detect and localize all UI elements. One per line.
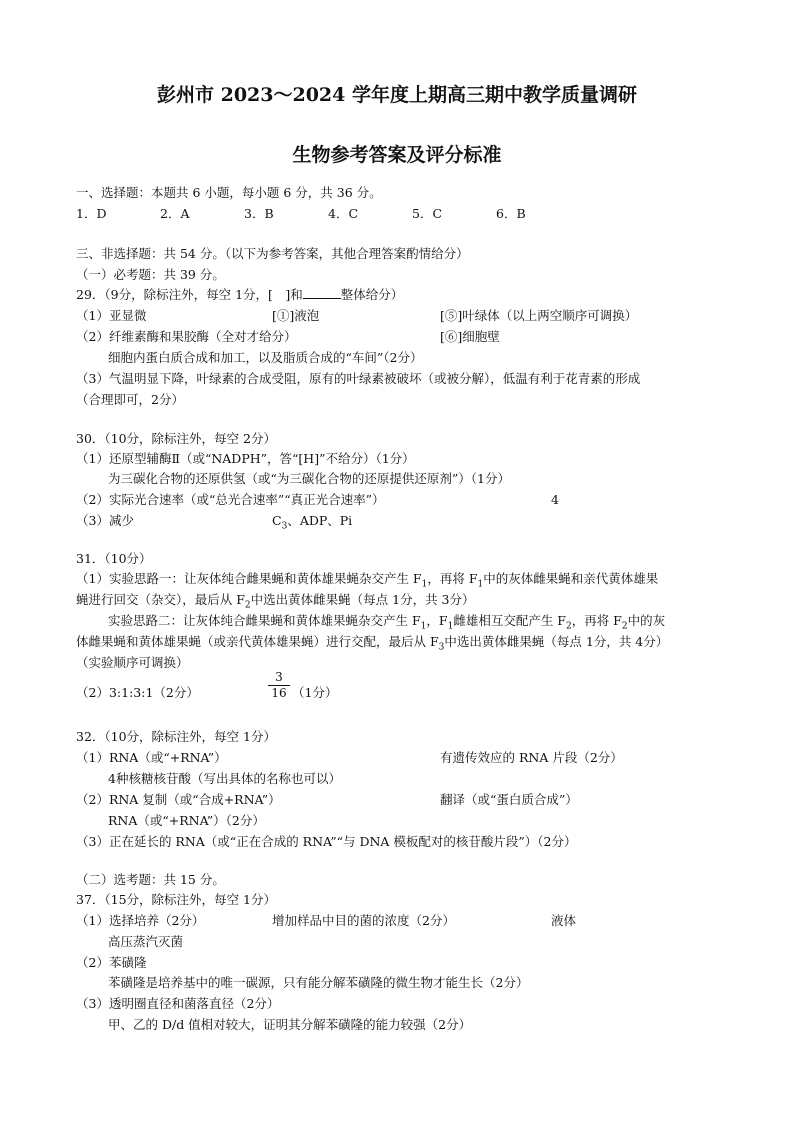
q37-heading: 37．（15分，除标注外，每空 1分） — [76, 892, 276, 907]
q29-line1c: [⑤]叶绿体（以上两空顺序可调换） — [440, 308, 638, 323]
q31-l3-s1: 1 — [420, 621, 427, 632]
choice-answer-6: 6．B — [496, 206, 526, 221]
q29-line1b: [①]液泡 — [272, 308, 320, 323]
q31-line6b: （1分） — [292, 685, 338, 700]
q37-line1a: （1）选择培养（2分） — [76, 913, 205, 928]
q31-l3-a: 实验思路二：让灰体纯合雌果蝇和黄体雄果蝇杂交产生 F — [108, 613, 421, 628]
fraction-denominator: 16 — [271, 686, 287, 700]
q31-l1-c: 中的灰体雌果蝇和亲代黄体雄果 — [483, 571, 659, 586]
q31-line1 — [76, 570, 658, 594]
q31-l1-s2: 1 — [477, 579, 484, 590]
q37-line5: （3）透明圈直径和菌落直径（2分） — [76, 996, 280, 1011]
q31-line5: （实验顺序可调换） — [76, 655, 189, 670]
choice-answer-1: 1．D — [76, 206, 107, 221]
q30-heading: 30．（10分，除标注外，每空 2分） — [76, 431, 276, 446]
document-subtitle: 生物参考答案及评分标准 — [292, 144, 502, 166]
q29-line1a: （1）亚显微 — [76, 308, 147, 323]
q37-line2: 高压蒸汽灭菌 — [108, 934, 184, 949]
q31-l3-e: 中的灰 — [627, 613, 666, 628]
q30-c-sub: 3 — [281, 521, 288, 532]
q31-line6a: （2）3:1:3:1（2分） — [76, 685, 199, 700]
q30-line3b: 4 — [551, 492, 559, 507]
optional-heading: （二）选考题：共 15 分。 — [76, 872, 225, 887]
document-title: 彭州市 2023～2024 学年度上期高三期中教学质量调研 — [157, 84, 637, 106]
q31-l3-s4: 2 — [621, 621, 628, 632]
q31-l2-b: 中选出黄体雌果蝇（每点 1分，共 3分） — [250, 592, 475, 607]
q30-line1: （1）还原型辅酶Ⅱ（或“NADPH”，答“[H]”不给分）（1分） — [76, 451, 415, 466]
q30-c-text: C — [272, 513, 282, 528]
q31-line4 — [76, 633, 668, 657]
choice-answer-3: 3．B — [244, 206, 274, 221]
q37-line1b: 增加样品中目的菌的浓度（2分） — [272, 913, 455, 928]
q31-l2-a: 蝇进行回交（杂交），最后从 F — [76, 592, 245, 607]
q37-line4: 苯磺隆是培养基中的唯一碳源，只有能分解苯磺隆的微生物才能生长（2分） — [108, 975, 529, 990]
q31-l4-a: 体雌果蝇和黄体雄果蝇（或亲代黄体雄果蝇）进行交配，最后从 F — [76, 634, 439, 649]
section3-heading: 三、非选择题：共 54 分。（以下为参考答案，其他合理答案酌情给分） — [76, 246, 469, 261]
q31-l3-c: 雌雄相互交配产生 F — [453, 613, 566, 628]
q32-line5: （3）正在延长的 RNA（或“正在合成的 RNA”“与 DNA 模板配对的核苷酸片段”）（2分） — [76, 834, 577, 849]
q31-l1-a: （1）实验思路一：让灰体纯合雌果蝇和黄体雄果蝇杂交产生 F — [76, 571, 422, 586]
q29-heading — [76, 286, 403, 304]
q32-heading: 32．（10分，除标注外，每空 1分） — [76, 729, 276, 744]
choice-answer-5: 5．C — [412, 206, 443, 221]
q29-line4: （3）气温明显下降，叶绿素的合成受阻，原有的叶绿素被破坏（或被分解），低温有利于花青素的形成 — [76, 371, 641, 386]
required-heading: （一）必考题：共 39 分。 — [76, 267, 225, 282]
q32-line3b: 翻译（或“蛋白质合成”） — [440, 792, 578, 807]
q32-line1a: （1）RNA（或“+RNA”） — [76, 750, 227, 765]
q31-l3-s3: 2 — [565, 621, 572, 632]
q32-line2: 4种核糖核苷酸（写出具体的名称也可以） — [108, 771, 341, 786]
q31-l2-s1: 2 — [244, 600, 251, 611]
section1-heading: 一、选择题：本题共 6 小题，每小题 6 分，共 36 分。 — [76, 185, 382, 200]
q29-heading-a: 29．（9分，除标注外，每空 1分，[ ]和 — [76, 287, 303, 302]
q31-l3-d: ，再将 F — [571, 613, 622, 628]
q32-line4: RNA（或“+RNA”）（2分） — [108, 813, 265, 828]
q37-line6: 甲、乙的 D/d 值相对较大，证明其分解苯磺隆的能力较强（2分） — [108, 1017, 472, 1032]
q31-l4-b: 中选出黄体雌果蝇（每点 1分，共 4分） — [444, 634, 669, 649]
q30-c-rest: 、ADP、Pi — [287, 513, 353, 528]
q31-l3-b: ，F — [426, 613, 448, 628]
q31-line2 — [76, 591, 475, 615]
q29-line2b: [⑥]细胞壁 — [440, 329, 500, 344]
q31-l1-b: ，再将 F — [427, 571, 478, 586]
q29-line3: 细胞内蛋白质合成和加工，以及脂质合成的“车间”（2分） — [108, 350, 423, 365]
q37-line1c: 液体 — [551, 913, 577, 928]
q31-heading: 31．（10分） — [76, 551, 152, 566]
q29-line5: （合理即可，2分） — [76, 392, 184, 407]
choice-answer-4: 4．C — [328, 206, 359, 221]
q30-line2: 为三碳化合物的还原供氢（或“为三碳化合物的还原提供还原剂”）（1分） — [108, 471, 510, 486]
fraction-numerator: 3 — [275, 670, 283, 684]
q32-line1b: 有遗传效应的 RNA 片段（2分） — [440, 750, 623, 765]
q29-heading-b: 整体给分） — [340, 287, 404, 302]
q30-line3a: （2）实际光合速率（或“总光合速率”“真正光合速率”） — [76, 492, 385, 507]
q31-l3-s2: 1 — [447, 621, 454, 632]
q31-line3 — [108, 612, 665, 636]
q30-line4b — [272, 512, 352, 536]
q37-line3: （2）苯磺隆 — [76, 955, 147, 970]
q29-line2a: （2）纤维素酶和果胶酶（全对才给分） — [76, 329, 297, 344]
choice-answer-2: 2．A — [160, 206, 190, 221]
q32-line3a: （2）RNA 复制（或“合成+RNA”） — [76, 792, 281, 807]
blank-underline — [303, 286, 341, 299]
q31-l1-s1: 1 — [421, 579, 428, 590]
q31-l4-s1: 3 — [438, 642, 445, 653]
q30-line4a: （3）减少 — [76, 513, 134, 528]
fraction-3-16 — [268, 670, 290, 701]
